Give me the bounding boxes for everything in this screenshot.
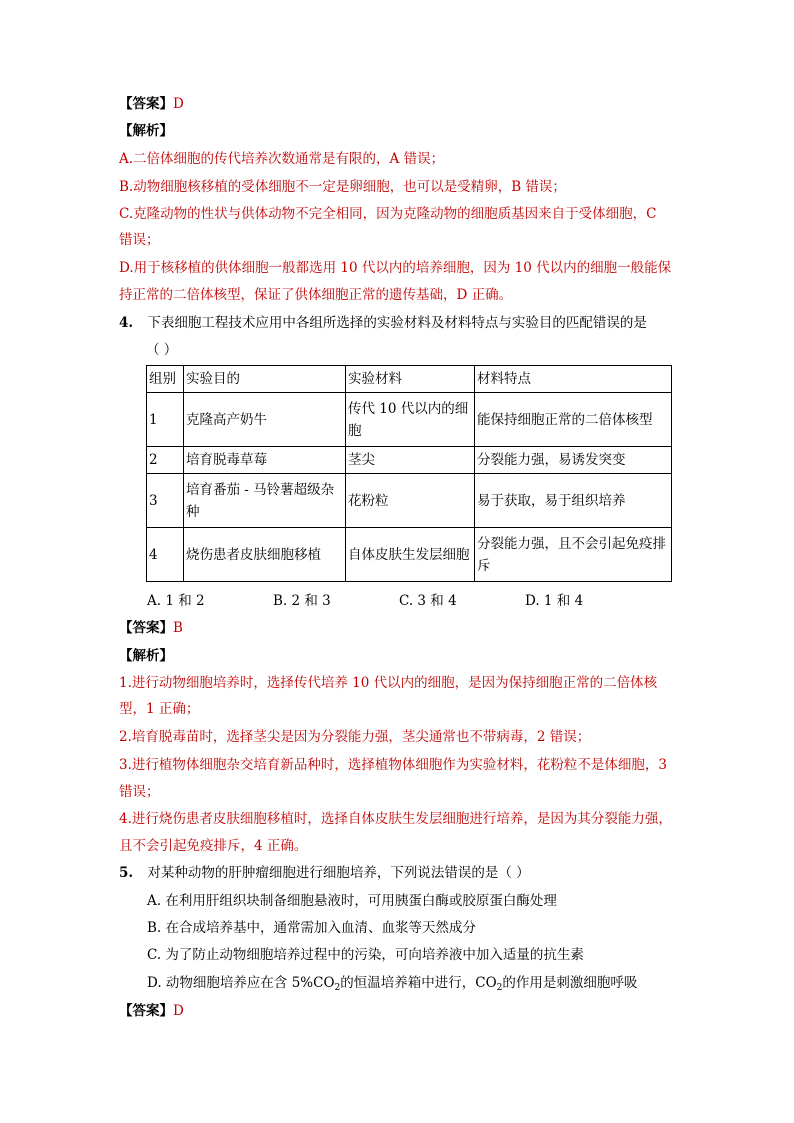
- table-cell: 3: [147, 474, 184, 528]
- q4-stem: [119, 313, 647, 333]
- question-text: 下表细胞工程技术应用中各组所选择的实验材料及材料特点与实验目的匹配错误的是: [147, 315, 647, 331]
- q4-analysis-line: 且不会引起免疫排斥，4 正确。: [119, 838, 308, 854]
- q3-analysis-line: B.动物细胞核移植的受体细胞不一定是卵细胞，也可以是受精卵，B 错误；: [119, 179, 566, 195]
- answer-label: 【答案】: [119, 620, 173, 636]
- option-c: C. 3 和 4: [399, 593, 457, 609]
- table-cell: 自体皮肤生发层细胞: [346, 528, 475, 582]
- option-d-text: 的作用是刺激细胞呼吸: [502, 975, 638, 991]
- q5-stem: [119, 863, 530, 883]
- experiment-table: [146, 365, 672, 582]
- q3-analysis-line: 错误；: [119, 232, 160, 248]
- table-cell: 茎尖: [346, 447, 475, 474]
- option-d: D. 1 和 4: [525, 593, 584, 609]
- answer-label: 【答案】: [119, 1003, 173, 1019]
- q4-analysis-line: 3.进行植物体细胞杂交培育新品种时，选择植物体细胞作为实验材料，花粉粒不是体细胞，3: [119, 757, 667, 773]
- q3-analysis-line: D.用于核移植的供体细胞一般都选用 10 代以内的培养细胞，因为 10 代以内的细胞一般能保: [119, 260, 672, 276]
- q4-answer: [119, 618, 183, 638]
- q4-analysis-label: 【解析】: [119, 648, 173, 664]
- table-cell: 烧伤患者皮肤细胞移植: [184, 528, 346, 582]
- q4-paren: （ ）: [146, 342, 178, 358]
- option-b: B. 2 和 3: [273, 593, 331, 609]
- table-cell: 培育番茄 - 马铃薯超级杂种: [184, 474, 346, 528]
- answer-value: B: [173, 620, 183, 636]
- q3-analysis-label: 【解析】: [119, 123, 173, 139]
- option-d-text: 的恒温培养箱中进行，CO: [340, 975, 497, 991]
- answer-label: 【答案】: [119, 96, 173, 112]
- option-a: A. 1 和 2: [147, 593, 205, 609]
- question-number: 4.: [119, 315, 134, 331]
- q3-analysis-line: C.克隆动物的性状与供体动物不完全相同，因为克隆动物的细胞质基因来自于受体细胞，C: [119, 206, 657, 222]
- table-row: [147, 474, 672, 528]
- table-cell: 易于获取，易于组织培养: [475, 474, 672, 528]
- option-d: [147, 973, 637, 998]
- q3-analysis-line: A.二倍体细胞的传代培养次数通常是有限的，A 错误；: [119, 151, 445, 167]
- q4-analysis-line: 1.进行动物细胞培养时，选择传代培养 10 代以内的细胞，是因为保持细胞正常的二倍体核: [119, 675, 658, 691]
- subscript: 2: [334, 983, 341, 993]
- table-cell: 分裂能力强，易诱发突变: [475, 447, 672, 474]
- table-row: [147, 528, 672, 582]
- option-c: C. 为了防止动物细胞培养过程中的污染，可向培养液中加入适量的抗生素: [147, 947, 584, 963]
- q4-analysis-line: 错误；: [119, 784, 160, 800]
- table-cell: 克隆高产奶牛: [184, 393, 346, 447]
- table-header-cell: 组别: [147, 366, 184, 393]
- question-text: 对某种动物的肝肿瘤细胞进行细胞培养，下列说法错误的是（ ）: [147, 865, 530, 881]
- table-cell: 1: [147, 393, 184, 447]
- table-header-cell: 实验材料: [346, 366, 475, 393]
- table-header-row: [147, 366, 672, 393]
- table-header-cell: 材料特点: [475, 366, 672, 393]
- table-cell: 花粉粒: [346, 474, 475, 528]
- subscript: 2: [496, 983, 503, 993]
- table-cell: 分裂能力强，且不会引起免疫排斥: [475, 528, 672, 582]
- table-cell: 4: [147, 528, 184, 582]
- option-b: B. 在合成培养基中，通常需加入血清、血浆等天然成分: [147, 920, 477, 936]
- table-cell: 能保持细胞正常的二倍体核型: [475, 393, 672, 447]
- table-cell: 培育脱毒草莓: [184, 447, 346, 474]
- q4-analysis-line: 2.培育脱毒苗时，选择茎尖是因为分裂能力强，茎尖通常也不带病毒，2 错误；: [119, 729, 591, 745]
- q3-analysis-line: 持正常的二倍体核型，保证了供体细胞正常的遗传基础，D 正确。: [119, 287, 513, 303]
- table-header-cell: 实验目的: [184, 366, 346, 393]
- question-number: 5.: [119, 865, 134, 881]
- q4-analysis-line: 4.进行烧伤患者皮肤细胞移植时，选择自体皮肤生发层细胞进行培养，是因为其分裂能力强，: [119, 811, 672, 827]
- option-a: A. 在利用肝组织块制备细胞悬液时，可用胰蛋白酶或胶原蛋白酶处理: [147, 893, 557, 909]
- answer-value: D: [173, 1003, 184, 1019]
- table-row: [147, 393, 672, 447]
- option-d-text: D. 动物细胞培养应在含 5%CO: [147, 975, 335, 991]
- answer-value: D: [173, 96, 184, 112]
- q3-answer: [119, 94, 184, 114]
- q4-analysis-line: 型，1 正确；: [119, 701, 200, 717]
- q5-answer: [119, 1001, 184, 1021]
- table-cell: 2: [147, 447, 184, 474]
- table-cell: 传代 10 代以内的细胞: [346, 393, 475, 447]
- table-row: [147, 447, 672, 474]
